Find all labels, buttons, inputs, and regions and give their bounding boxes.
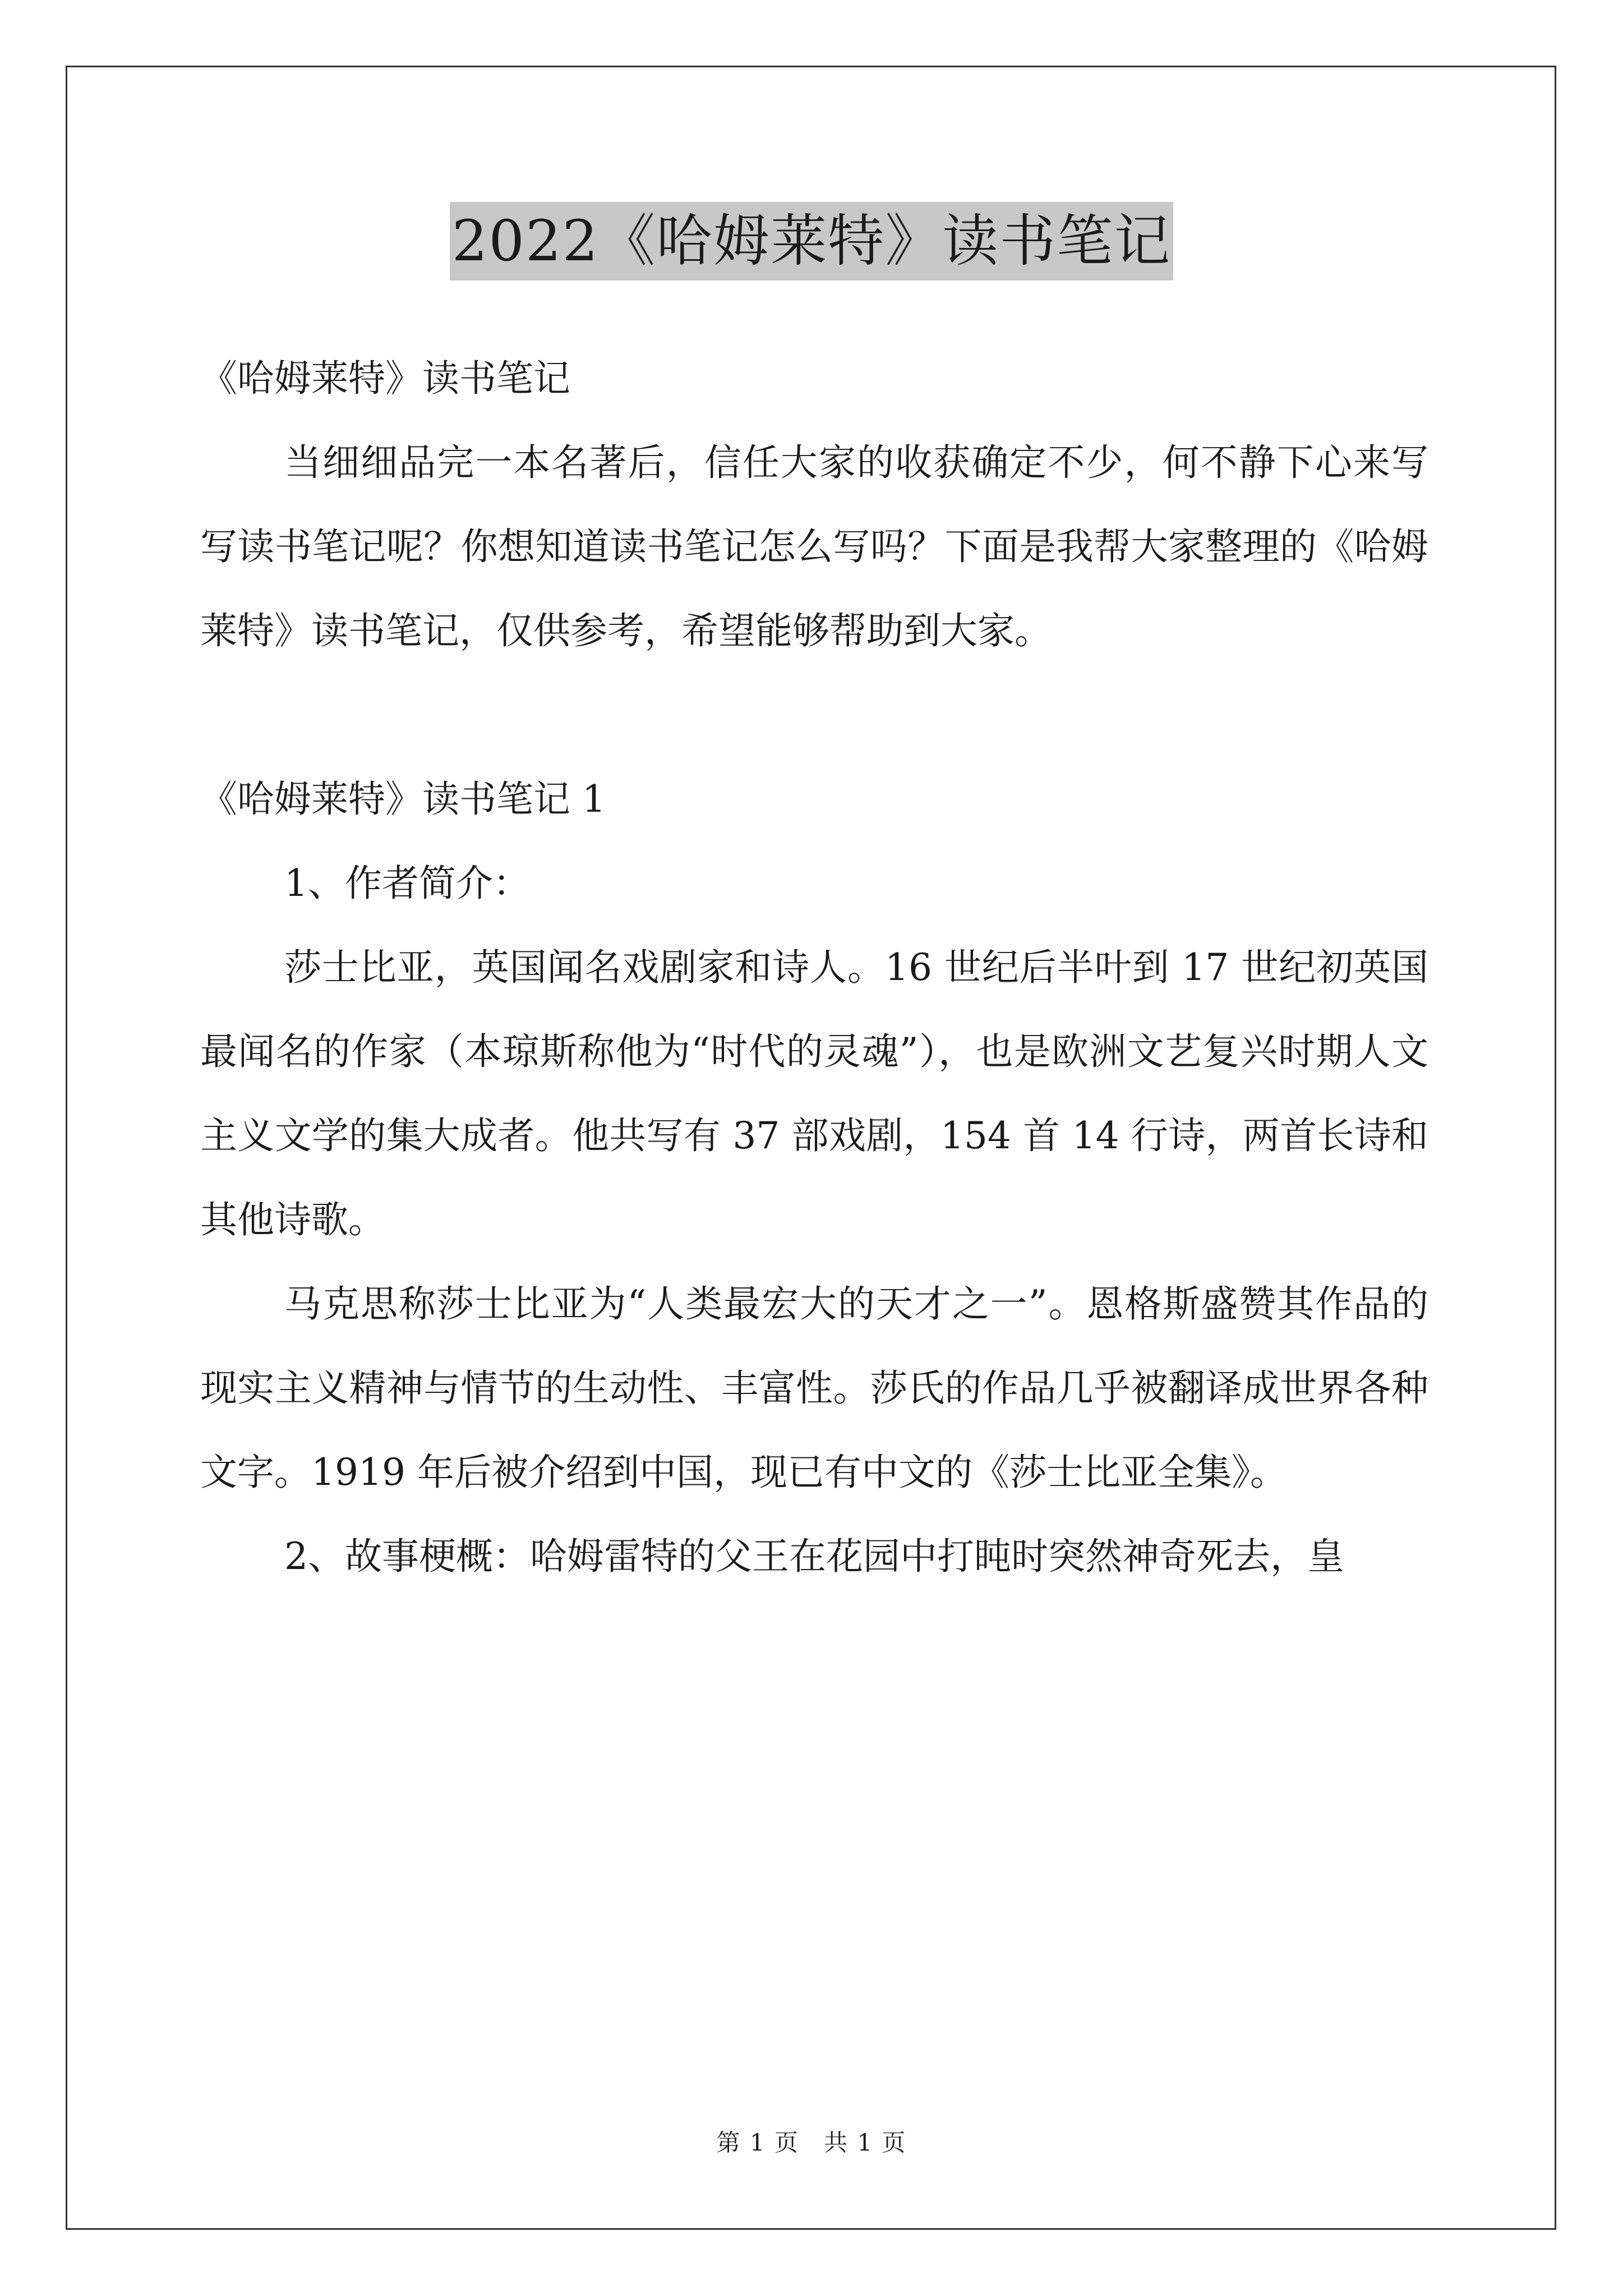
intro-paragraph: 当细细品完一本名著后，信任大家的收获确定不少，何不静下心来写写读书笔记呢？你想知道读书笔记怎么写吗？下面是我帮大家整理的《哈姆莱特》读书笔记，仅供参考，希望能够帮助到大家。: [200, 441, 1428, 652]
plot-paragraph: 2、故事梗概：哈姆雷特的父王在花园中打盹时突然神奇死去，皇: [284, 1535, 1344, 1578]
page-footer: 第 1 页 共 1 页: [716, 2129, 907, 2156]
author-paragraph-1: 莎士比亚，英国闻名戏剧家和诗人。16 世纪后半叶到 17 世纪初英国最闻名的作家（本琼斯称他为“时代的灵魂”），也是欧洲文艺复兴时期人文主义文学的集大成者。他共写有 37 部戏剧，154 首 14 行诗，两首长诗和其他诗歌。: [200, 946, 1428, 1241]
subtitle: 《哈姆莱特》读书笔记: [200, 357, 570, 400]
document-title: 2022《哈姆莱特》读书笔记: [450, 202, 1174, 280]
author-paragraph-2: 马克思称莎士比亚为“人类最宏大的天才之一”。恩格斯盛赞其作品的现实主义精神与情节的生动性、丰富性。莎氏的作品几乎被翻译成世界各种文字。1919 年后被介绍到中国，现已有中文的《莎士比亚全集》。: [200, 1282, 1428, 1494]
spacer: [200, 673, 1428, 757]
title-wrap: [0, 202, 1623, 280]
document-body: [200, 337, 1428, 1599]
item-author-label: 1、作者简介：: [284, 862, 530, 905]
section-heading: 《哈姆莱特》读书笔记 1: [200, 777, 606, 821]
